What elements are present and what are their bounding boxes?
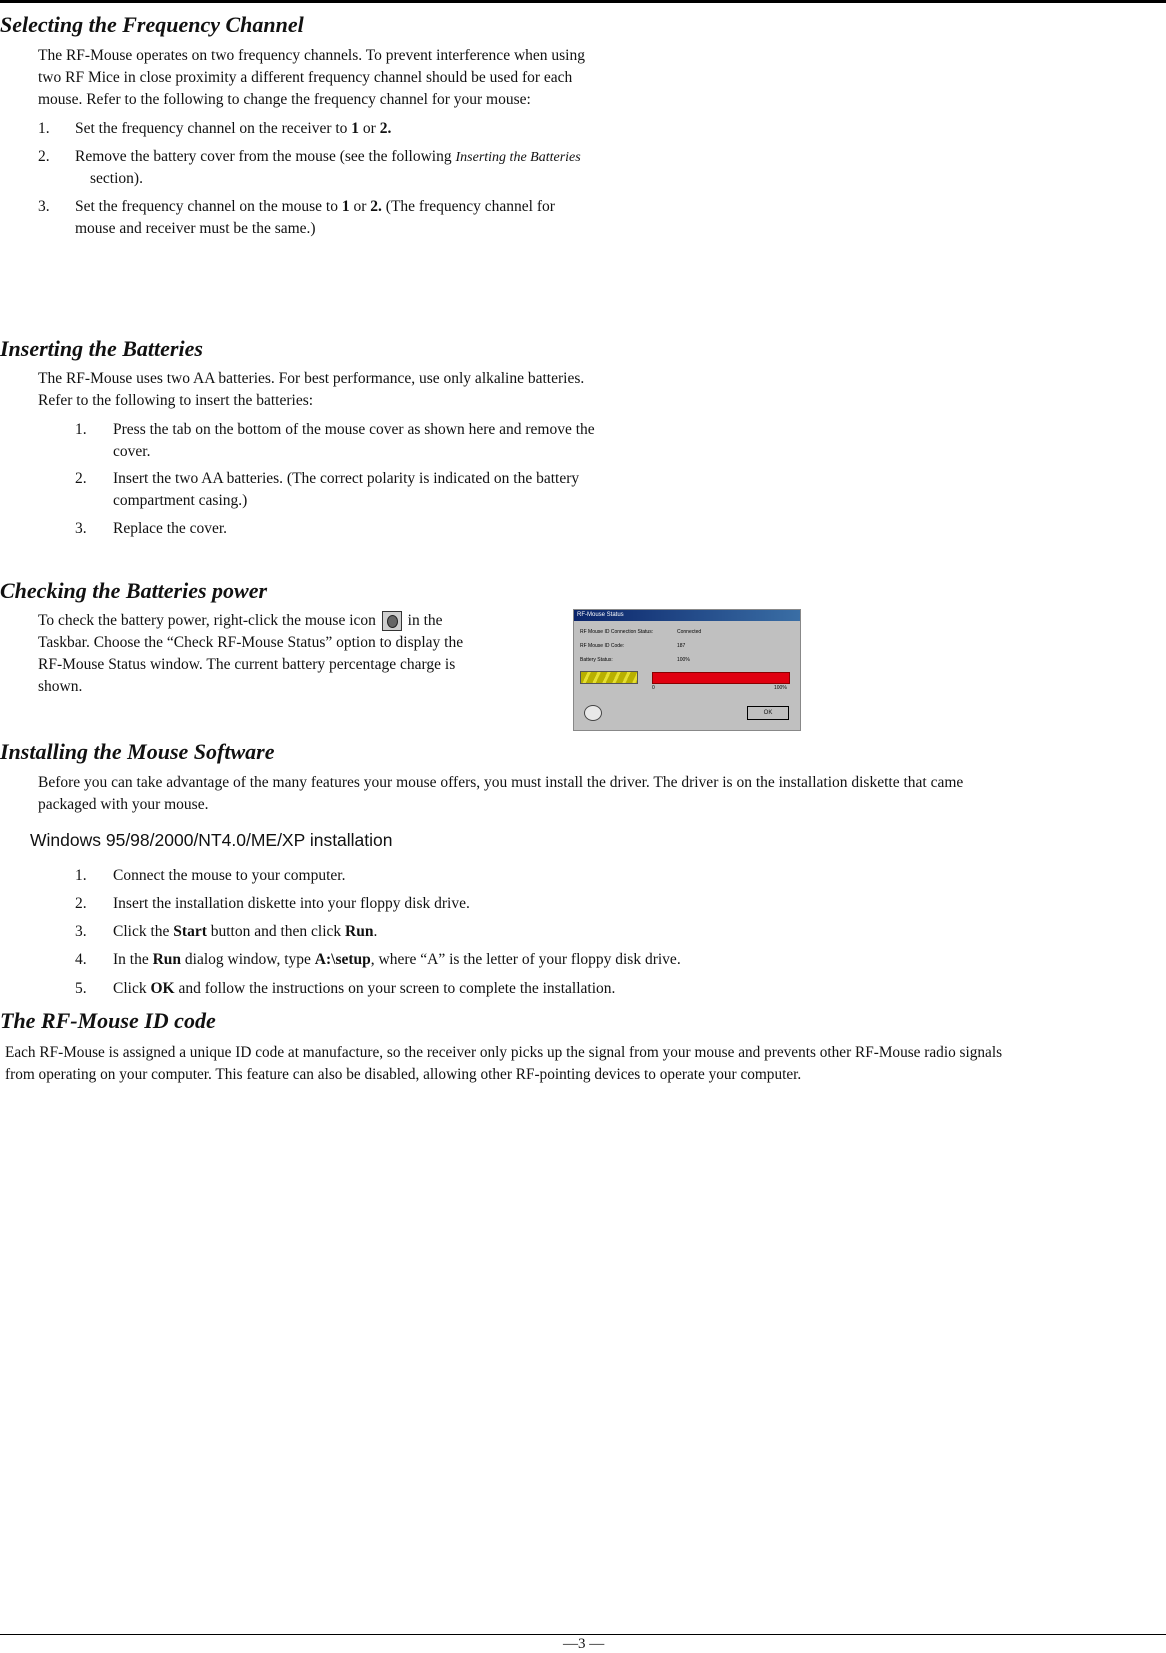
- step-number: 3.: [75, 520, 87, 537]
- power-text-3: RF-Mouse Status window. The current battery percentage charge is: [38, 656, 456, 673]
- battery-icon: [580, 671, 638, 684]
- batteries-intro-2: Refer to the following to insert the batteries:: [38, 392, 314, 409]
- step-text: Remove the battery cover from the mouse (see the following Inserting the Batteries: [75, 148, 581, 165]
- step-number: 1.: [75, 867, 87, 884]
- status-window-title: RF-Mouse Status: [574, 610, 800, 621]
- conn-label: RF Mouse ID Connection Status:: [580, 629, 654, 635]
- battery-value: 100%: [677, 657, 690, 663]
- step-text-cont: compartment casing.): [113, 492, 248, 509]
- software-subtitle: Windows 95/98/2000/NT4.0/ME/XP installation: [30, 830, 393, 850]
- step-text: Replace the cover.: [113, 520, 228, 537]
- step-number: 1.: [38, 120, 50, 137]
- step-text-cont: cover.: [113, 443, 151, 460]
- idcode-text-1: Each RF-Mouse is assigned a unique ID code at manufacture, so the receiver only picks up the signal from your mouse and prevents other RF-Mouse radio signals: [5, 1044, 1003, 1061]
- heading-software: Installing the Mouse Software: [0, 739, 275, 764]
- heading-idcode: The RF-Mouse ID code: [0, 1008, 216, 1033]
- step-text: Click OK and follow the instructions on your screen to complete the installation.: [113, 980, 616, 997]
- step-number: 3.: [75, 923, 87, 940]
- top-rule: [0, 0, 1166, 3]
- step-text: Insert the two AA batteries. (The correct polarity is indicated on the battery: [113, 470, 580, 487]
- step-number: 2.: [75, 895, 87, 912]
- id-value: 187: [677, 643, 686, 649]
- battery-label: Battery Status:: [580, 657, 613, 663]
- power-text-4: shown.: [38, 678, 83, 695]
- page-number: —3 —: [563, 1636, 605, 1652]
- step-text: Click the Start button and then click Run.: [113, 923, 378, 940]
- heading-frequency: Selecting the Frequency Channel: [0, 12, 304, 37]
- mouse-tray-icon: [382, 611, 402, 631]
- scale-max: 100%: [774, 685, 787, 691]
- battery-level-bar: [652, 672, 790, 684]
- step-text-cont: mouse and receiver must be the same.): [75, 220, 316, 237]
- step-number: 5.: [75, 980, 87, 997]
- freq-intro-3: mouse. Refer to the following to change the frequency channel for your mouse:: [38, 91, 531, 108]
- software-intro-1: Before you can take advantage of the many features your mouse offers, you must install the driver. The driver is on the installation diskette that came: [38, 774, 964, 791]
- power-text-1: To check the battery power, right-click the mouse icon in the: [38, 610, 443, 632]
- step-text: In the Run dialog window, type A:\setup, where “A” is the letter of your floppy disk drive.: [113, 951, 681, 968]
- step-number: 2.: [38, 148, 50, 165]
- heading-power: Checking the Batteries power: [0, 578, 268, 603]
- freq-intro-1: The RF-Mouse operates on two frequency channels. To prevent interference when using: [38, 47, 585, 64]
- step-text: Press the tab on the bottom of the mouse cover as shown here and remove the: [113, 421, 595, 438]
- idcode-text-2: from operating on your computer. This feature can also be disabled, allowing other RF-pointing devices to operate your computer.: [5, 1066, 802, 1083]
- freq-intro-2: two RF Mice in close proximity a different frequency channel should be used for each: [38, 69, 573, 86]
- software-intro-2: packaged with your mouse.: [38, 796, 209, 813]
- step-number: 3.: [38, 198, 50, 215]
- step-text: Insert the installation diskette into your floppy disk drive.: [113, 895, 470, 912]
- mouse-icon: [584, 705, 602, 721]
- status-window-screenshot: [573, 609, 801, 731]
- conn-value: Connected: [677, 629, 702, 635]
- step-number: 2.: [75, 470, 87, 487]
- step-text-cont: section).: [90, 170, 143, 187]
- step-text: Set the frequency channel on the receiver to 1 or 2.: [75, 120, 392, 137]
- step-number: 1.: [75, 421, 87, 438]
- step-text: Set the frequency channel on the mouse to 1 or 2. (The frequency channel for: [75, 198, 555, 215]
- id-label: RF Mouse ID Code:: [580, 643, 625, 649]
- heading-batteries: Inserting the Batteries: [0, 336, 203, 361]
- power-text-2: Taskbar. Choose the “Check RF-Mouse Status” option to display the: [38, 634, 464, 651]
- batteries-intro-1: The RF-Mouse uses two AA batteries. For best performance, use only alkaline batteries.: [38, 370, 585, 387]
- scale-min: 0: [652, 685, 655, 691]
- step-number: 4.: [75, 951, 87, 968]
- ok-button[interactable]: OK: [747, 706, 789, 720]
- step-text: Connect the mouse to your computer.: [113, 867, 346, 884]
- footer-rule: [0, 1634, 1166, 1635]
